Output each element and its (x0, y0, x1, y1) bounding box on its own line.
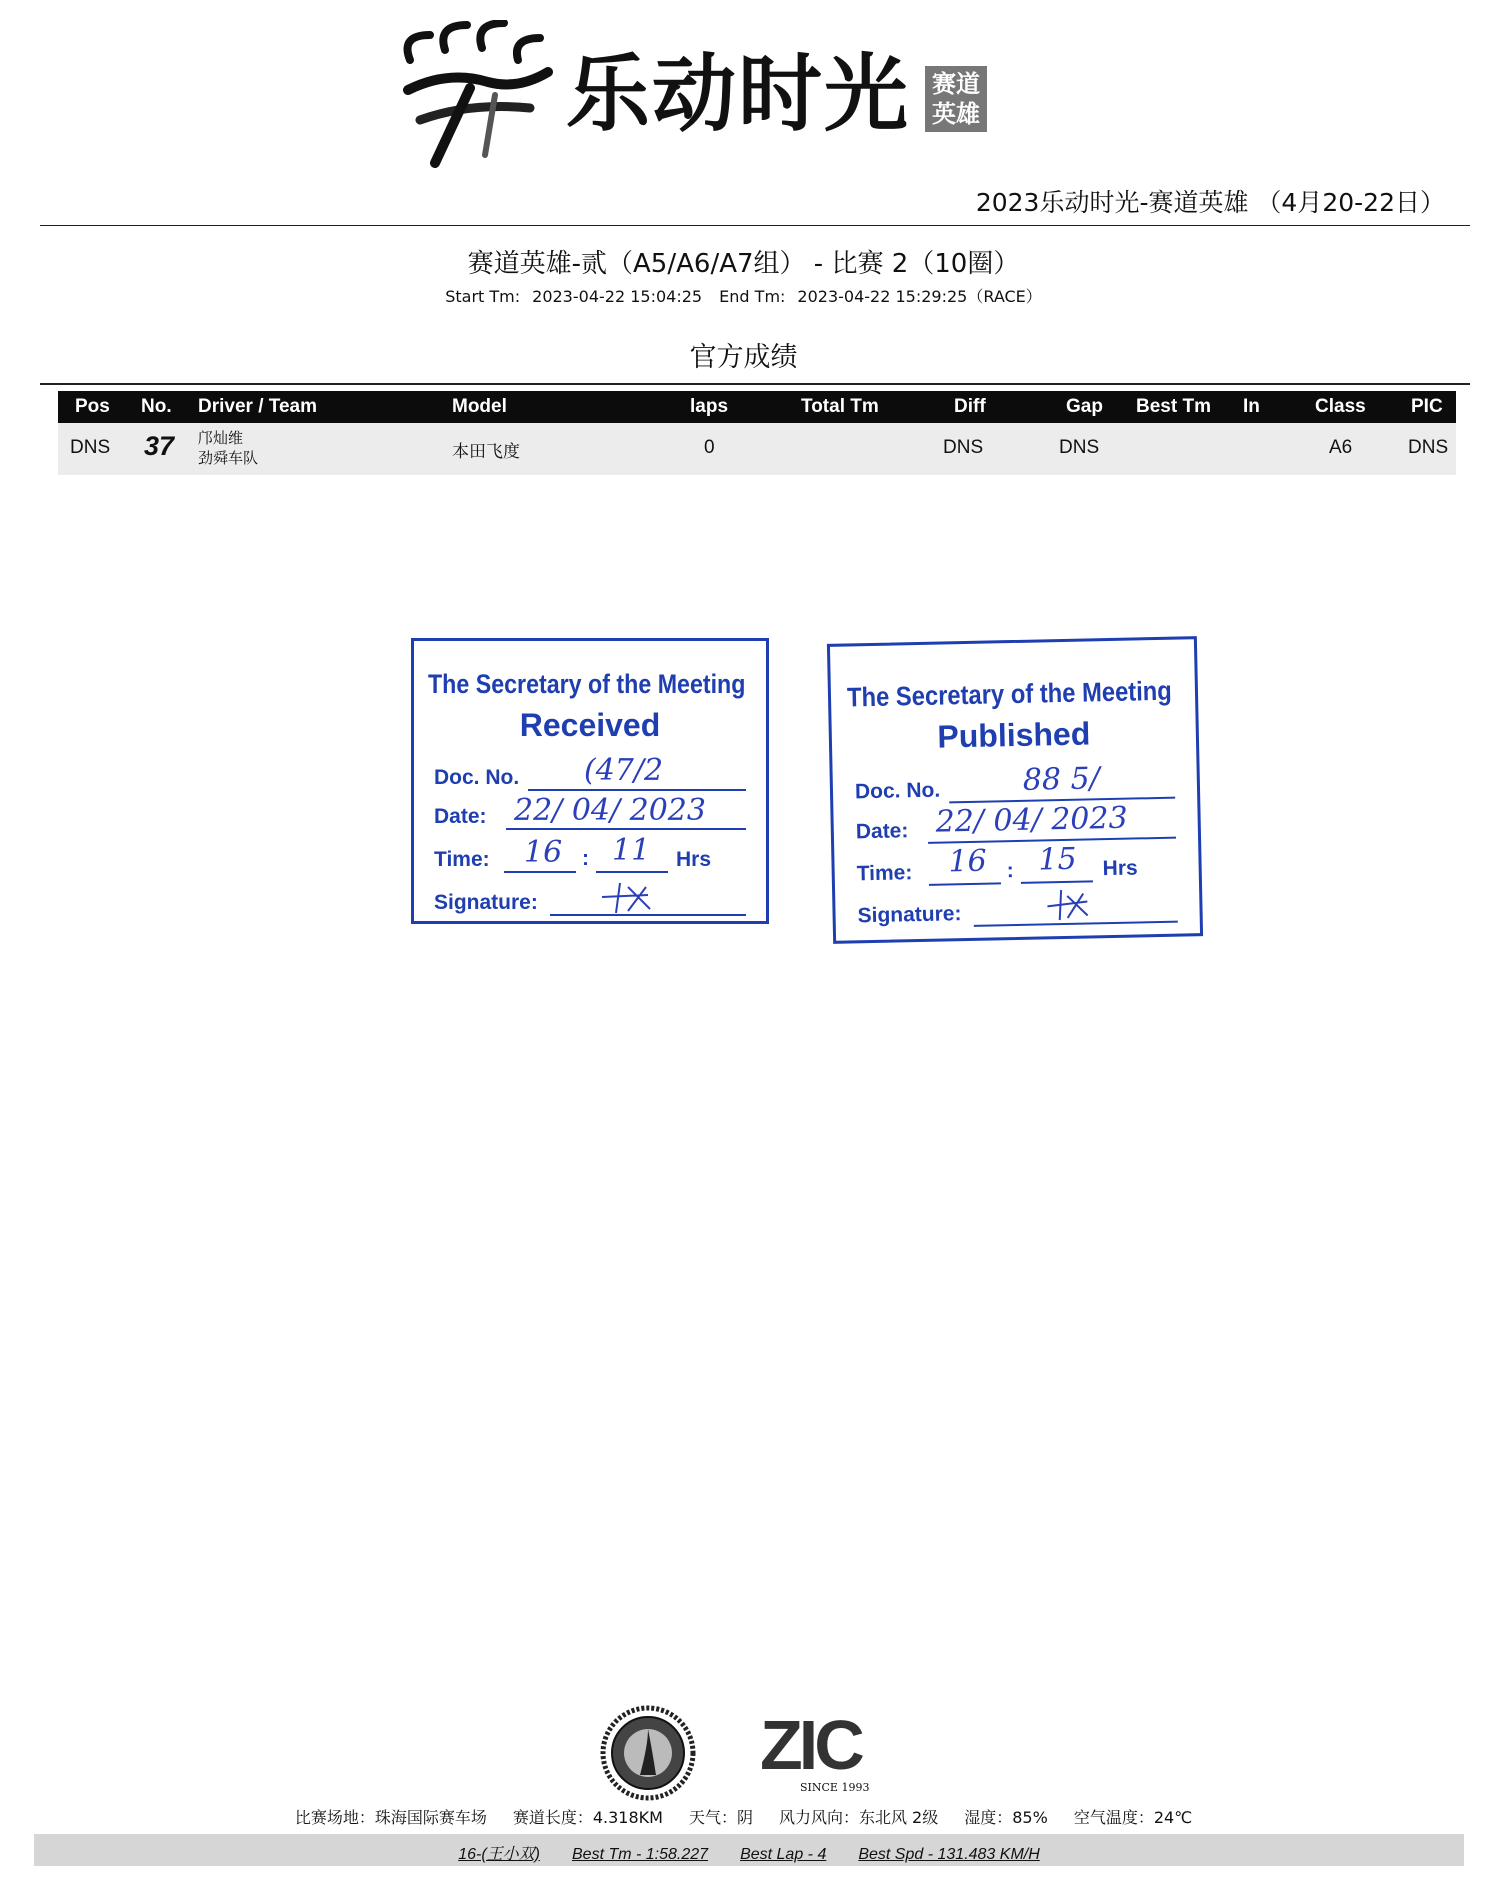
date-value: 22/ 04/ 2023 (935, 800, 1128, 840)
bar-driver: 16-(王小双) (458, 1846, 540, 1863)
time-hours: 16 (524, 835, 563, 870)
time-minutes: 15 (1038, 841, 1078, 878)
table-divider (40, 383, 1470, 385)
col-pos: Pos (75, 396, 110, 417)
race-times (0, 284, 1487, 307)
col-driver: Driver / Team (198, 396, 317, 417)
date-value: 22/ 04/ 2023 (514, 793, 706, 828)
doc-no-value: (47/2 (584, 753, 664, 788)
date-label: Date: (434, 805, 487, 828)
race-title: 赛道英雄-贰（A5/A6/A7组） - 比赛 2（10圈） (467, 249, 1020, 279)
venue: 比赛场地：珠海国际赛车场 (294, 1808, 487, 1827)
results-title: 官方成绩 (689, 342, 798, 373)
date-label: Date: (855, 819, 909, 844)
circuit-seal-logo-icon (600, 1705, 696, 1801)
footer-bar (34, 1834, 1464, 1866)
zic-since: SINCE 1993 (800, 1781, 870, 1794)
col-diff: Diff (954, 396, 986, 417)
end-time: 2023-04-22 15:29:25（RACE） (797, 287, 1042, 306)
doc-no-value: 88 5/ (1022, 761, 1101, 798)
hrs-label: Hrs (676, 848, 712, 871)
col-model: Model (452, 396, 507, 417)
cell-laps: 0 (704, 437, 715, 458)
stamp-title: The Secretary of the Meeting (846, 675, 1173, 713)
start-time: 2023-04-22 15:04:25 (532, 287, 703, 306)
cell-no: 37 (144, 431, 175, 461)
cell-pic: DNS (1408, 437, 1449, 458)
cell-pos: DNS (70, 437, 111, 458)
brand-badge-line2: 英雄 (932, 100, 980, 128)
wind: 风力风向：东北风 2级 (778, 1808, 939, 1827)
end-label: End Tm: (719, 287, 786, 306)
footer-info (0, 1805, 1487, 1828)
track-length: 赛道长度：4.318KM (512, 1808, 663, 1827)
brand-logo-mark-icon (400, 20, 560, 170)
zic-logo: ZIC (760, 1706, 861, 1784)
stamp-status: Published (937, 715, 1091, 755)
hrs-label: Hrs (1102, 856, 1138, 881)
cell-model: 本田飞度 (452, 442, 520, 461)
cell-driver: 邝灿维 (198, 430, 244, 447)
air-temp: 空气温度：24℃ (1073, 1808, 1193, 1827)
doc-no-label: Doc. No. (854, 778, 941, 804)
cell-gap: DNS (1059, 437, 1100, 458)
cell-class: A6 (1329, 437, 1353, 458)
received-stamp: The Secretary of the Meeting Received Doc. No. (47/2 Date: 22/ 04/ 2023 Time: 16 : 11 Hrs Signature: (411, 638, 769, 924)
col-laps: laps (690, 396, 729, 417)
cell-diff: DNS (943, 437, 984, 458)
event-title: 2023乐动时光-赛道英雄 （4月20-22日） (975, 188, 1445, 217)
humidity: 湿度：85% (964, 1808, 1048, 1827)
time-hours: 16 (948, 843, 988, 880)
stamp-title: The Secretary of the Meeting (428, 669, 746, 699)
header-divider (40, 225, 1470, 226)
bar-best-spd: Best Spd - 131.483 KM/H (858, 1846, 1040, 1863)
brand-badge-line1: 赛道 (932, 70, 980, 98)
handwritten-signature-icon (598, 877, 658, 917)
col-class: Class (1315, 396, 1366, 417)
brand-name: 乐动时光 (566, 45, 911, 143)
handwritten-signature-icon (1043, 883, 1094, 924)
time-label: Time: (434, 848, 490, 871)
col-pic: PIC (1411, 396, 1443, 417)
time-minutes: 11 (612, 833, 651, 868)
weather: 天气：阴 (688, 1808, 753, 1827)
table-header-row (58, 391, 1456, 423)
col-total-tm: Total Tm (801, 396, 879, 417)
start-label: Start Tm: (445, 287, 521, 306)
cell-team: 劲舜车队 (198, 450, 259, 467)
signature-label: Signature: (857, 902, 962, 928)
col-in: In (1243, 396, 1260, 417)
published-stamp: The Secretary of the Meeting Published Doc. No. 88 5/ Date: 22/ 04/ 2023 Time: 16 : 15 Hrs Signature: (827, 636, 1203, 944)
col-best-tm: Best Tm (1136, 396, 1211, 417)
stamp-status: Received (519, 707, 661, 743)
table-row (58, 423, 1456, 475)
bar-best-tm: Best Tm - 1:58.227 (572, 1846, 709, 1863)
bar-best-lap: Best Lap - 4 (740, 1846, 827, 1863)
col-no: No. (141, 396, 172, 417)
signature-label: Signature: (434, 891, 538, 914)
col-gap: Gap (1066, 396, 1103, 417)
doc-no-label: Doc. No. (434, 766, 520, 789)
footer-bar-text (34, 1841, 1464, 1864)
brand-badge (925, 66, 987, 132)
time-label: Time: (856, 861, 913, 886)
